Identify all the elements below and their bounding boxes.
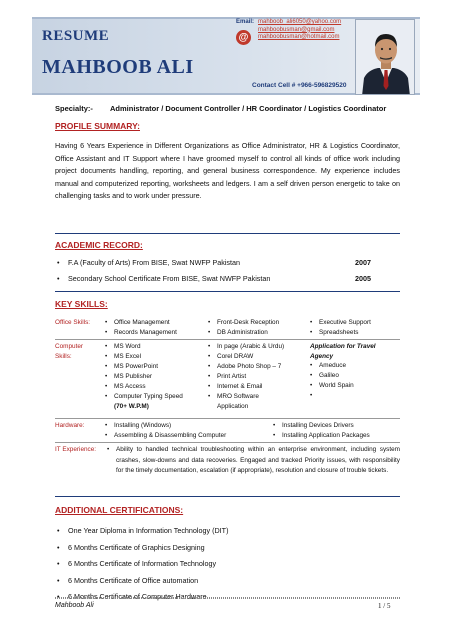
specialty-value: Administrator / Document Controller / HR Coordinator / Logistics Coordinator [110, 104, 387, 113]
skill-item: • DB Administration [208, 328, 279, 338]
profile-summary-text: Having 6 Years Experience in Different Organizations as Office Administrator, HR & Logistics Coordinator, Office Assistant and IT Support where I have groomed myself to control all kinds of office work including project documents handling, reporting, and general business correspondence. My experience includes manual and computerized reporting, worksheets and ledgers. I am a self driven person energetic to take on challenging tasks and to work under pressure. [55, 141, 400, 201]
at-sign-icon: @ [236, 30, 251, 45]
certification-item: • 6 Months Certificate of Graphics Designing [55, 540, 400, 557]
skill-item: • MS PowerPoint [105, 362, 183, 372]
skill-item-continued: Application [217, 403, 249, 410]
certification-item: • 6 Months Certificate of Computer Hardware [55, 589, 400, 606]
skill-item: • MS Excel [105, 352, 183, 362]
academic-item [55, 274, 400, 290]
skill-item: • MS Publisher [105, 372, 183, 382]
computer-skills-row [55, 340, 400, 419]
travel-item: • Ameduce [310, 361, 400, 371]
skill-item: • Installing Application Packages [273, 431, 370, 441]
skill-item: • Executive Support [310, 318, 371, 328]
certification-item: • 6 Months Certificate of Office automation [55, 573, 400, 590]
academic-text: F.A (Faculty of Arts) From BISE, Swat NWFP Pakistan [68, 258, 241, 267]
email-link[interactable]: mahboob_ali6050@yahoo.com [258, 19, 342, 25]
skill-item: • MS Word [105, 342, 183, 352]
skill-item: • Installing Devices Drivers [273, 421, 370, 431]
skill-item: • MRO Software [208, 392, 284, 402]
candidate-name: MAHBOOB ALI [42, 56, 194, 78]
hardware-label: Hardware: [55, 422, 85, 429]
academic-record-heading: ACADEMIC RECORD: [55, 240, 143, 250]
email-link[interactable]: mahboobusman@hotmail.com [258, 34, 340, 40]
it-experience-label: IT Experience: [55, 446, 97, 453]
academic-year: 2007 [355, 258, 371, 267]
hardware-row [55, 419, 400, 443]
skill-item: • Computer Typing Speed [105, 392, 183, 402]
email-list [258, 19, 368, 42]
academic-item [55, 258, 400, 274]
computer-skills-label: Computer Skills: [55, 343, 84, 360]
certifications-list [55, 523, 400, 606]
certifications-heading: ADDITIONAL CERTIFICATIONS: [55, 505, 184, 515]
section-divider [55, 496, 400, 497]
travel-item: • World Spain [310, 381, 400, 391]
specialty-label: Specialty:- [55, 104, 93, 113]
skill-item: • Records Management [105, 328, 177, 338]
skill-item: • Adobe Photo Shop – 7 [208, 362, 284, 372]
skill-item: • Internet & Email [208, 382, 284, 392]
hardware-col [273, 421, 370, 441]
computer-skills-col [208, 342, 284, 412]
contact-number: Contact Cell # +966-596829520 [252, 82, 347, 89]
skill-item: • MS Access [105, 382, 183, 392]
computer-skills-col [105, 342, 183, 412]
skill-item: • Installing (Windows) [105, 421, 226, 431]
certification-item: • One Year Diploma in Information Technology (DIT) [55, 523, 400, 540]
travel-item: • Galileo [310, 371, 400, 381]
skill-item: • In page (Arabic & Urdu) [208, 342, 284, 352]
section-divider [55, 233, 400, 234]
office-skills-row [55, 316, 400, 340]
it-experience-text: • Ability to handled technical troubleshooting within an enterprise environment, including system crashes, slow-downs and data recoveries. Engaged and tracked Priority issues, with responsibility for the timely documentation, escalation (if appropriate), resolution and closure of trouble tickets. [107, 445, 400, 477]
academic-year: 2005 [355, 274, 371, 283]
hardware-col [105, 421, 226, 441]
typing-speed: (70+ W.P.M) [114, 403, 149, 410]
skill-item: • Spreadsheets [310, 328, 371, 338]
skill-item: • Assembling & Disassembling Computer [105, 431, 226, 441]
office-skills-label: Office Skills: [55, 319, 91, 326]
travel-col [310, 342, 400, 391]
specialty-line [55, 104, 386, 113]
email-link[interactable]: mahboobusman@gmail.com [258, 26, 335, 33]
skill-item: • Office Management [105, 318, 177, 328]
office-skills-col [310, 318, 371, 338]
footer-name: Mahboob Ali [55, 602, 94, 609]
footer-divider [55, 597, 400, 599]
skill-item: • Corel DRAW [208, 352, 284, 362]
profile-photo [355, 19, 415, 95]
skill-item: • Front-Desk Reception [208, 318, 279, 328]
academic-list [55, 258, 400, 290]
travel-heading: Application for Travel Agency [310, 343, 376, 360]
certification-item: • 6 Months Certificate of Information Technology [55, 556, 400, 573]
office-skills-col [105, 318, 177, 338]
email-label: Email: [236, 19, 255, 25]
resume-title: RESUME [42, 28, 110, 44]
academic-text: Secondary School Certificate From BISE, Swat NWFP Pakistan [68, 274, 271, 283]
key-skills-heading: KEY SKILLS: [55, 299, 108, 309]
office-skills-col [208, 318, 279, 338]
section-divider [55, 291, 400, 292]
it-experience-row [55, 443, 400, 491]
profile-summary-heading: PROFILE SUMMARY: [55, 121, 140, 131]
skill-item: • Print Artist [208, 372, 284, 382]
page-number: 1 / 5 [378, 602, 391, 610]
